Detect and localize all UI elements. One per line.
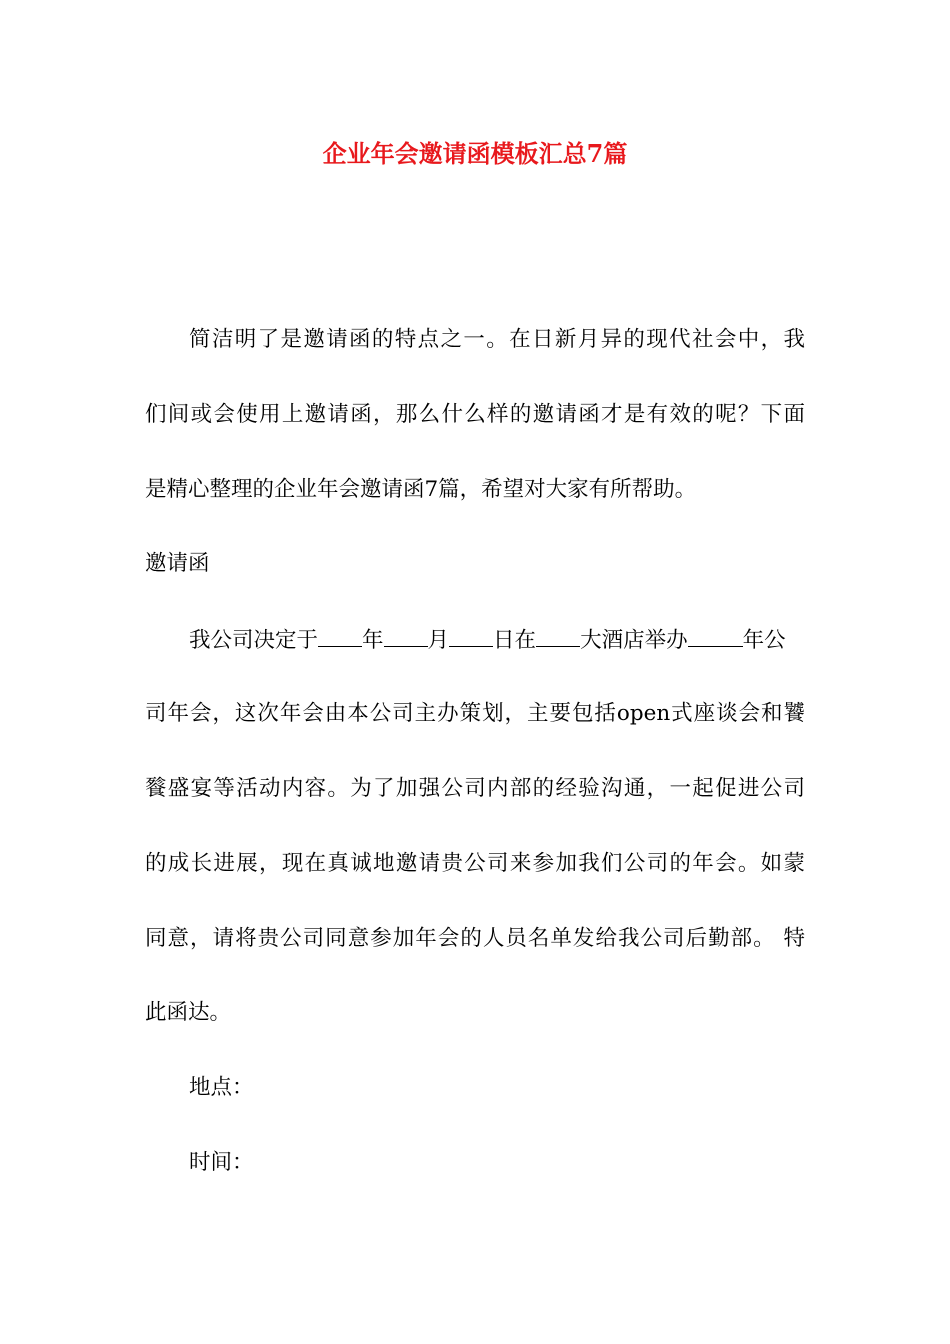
blank-year (318, 624, 362, 647)
letter-line-6: 此函达。 (145, 1000, 232, 1025)
letter-text-segment: 月 (427, 628, 450, 653)
letter-line-5: 同意，请将贵公司同意参加年会的人员名单发给我公司后勤部。 特 (145, 926, 805, 951)
letter-line-2: 司年会，这次年会由本公司主办策划，主要包括open式座谈会和饕 (145, 701, 805, 726)
letter-text-segment: 我公司决定于 (189, 628, 319, 653)
letter-line-4: 的成长进展，现在真诚地邀请贵公司来参加我们公司的年会。如蒙 (145, 851, 805, 876)
intro-line-2: 们间或会使用上邀请函，那么什么样的邀请函才是有效的呢？下面 (145, 402, 805, 427)
letter-text-segment: 年公 (742, 628, 786, 653)
letter-text-segment: 日在 (493, 628, 537, 653)
location-label: 地点： (189, 1075, 254, 1100)
letter-line-1 (189, 624, 786, 656)
document-title: 企业年会邀请函模板汇总7篇 (322, 139, 628, 168)
time-label: 时间： (189, 1150, 254, 1175)
section-heading: 邀请函 (145, 551, 210, 576)
blank-day (449, 624, 493, 647)
intro-line-1: 简洁明了是邀请函的特点之一。在日新月异的现代社会中，我 (189, 327, 805, 352)
blank-hotel (536, 624, 580, 647)
intro-line-3: 是精心整理的企业年会邀请函7篇，希望对大家有所帮助。 (145, 477, 697, 502)
blank-month (384, 624, 428, 647)
letter-text-segment: 年 (362, 628, 384, 653)
blank-event-year (688, 624, 743, 647)
letter-text-segment: 大酒店举办 (580, 628, 688, 653)
letter-line-3: 餮盛宴等活动内容。为了加强公司内部的经验沟通，一起促进公司 (145, 776, 805, 801)
